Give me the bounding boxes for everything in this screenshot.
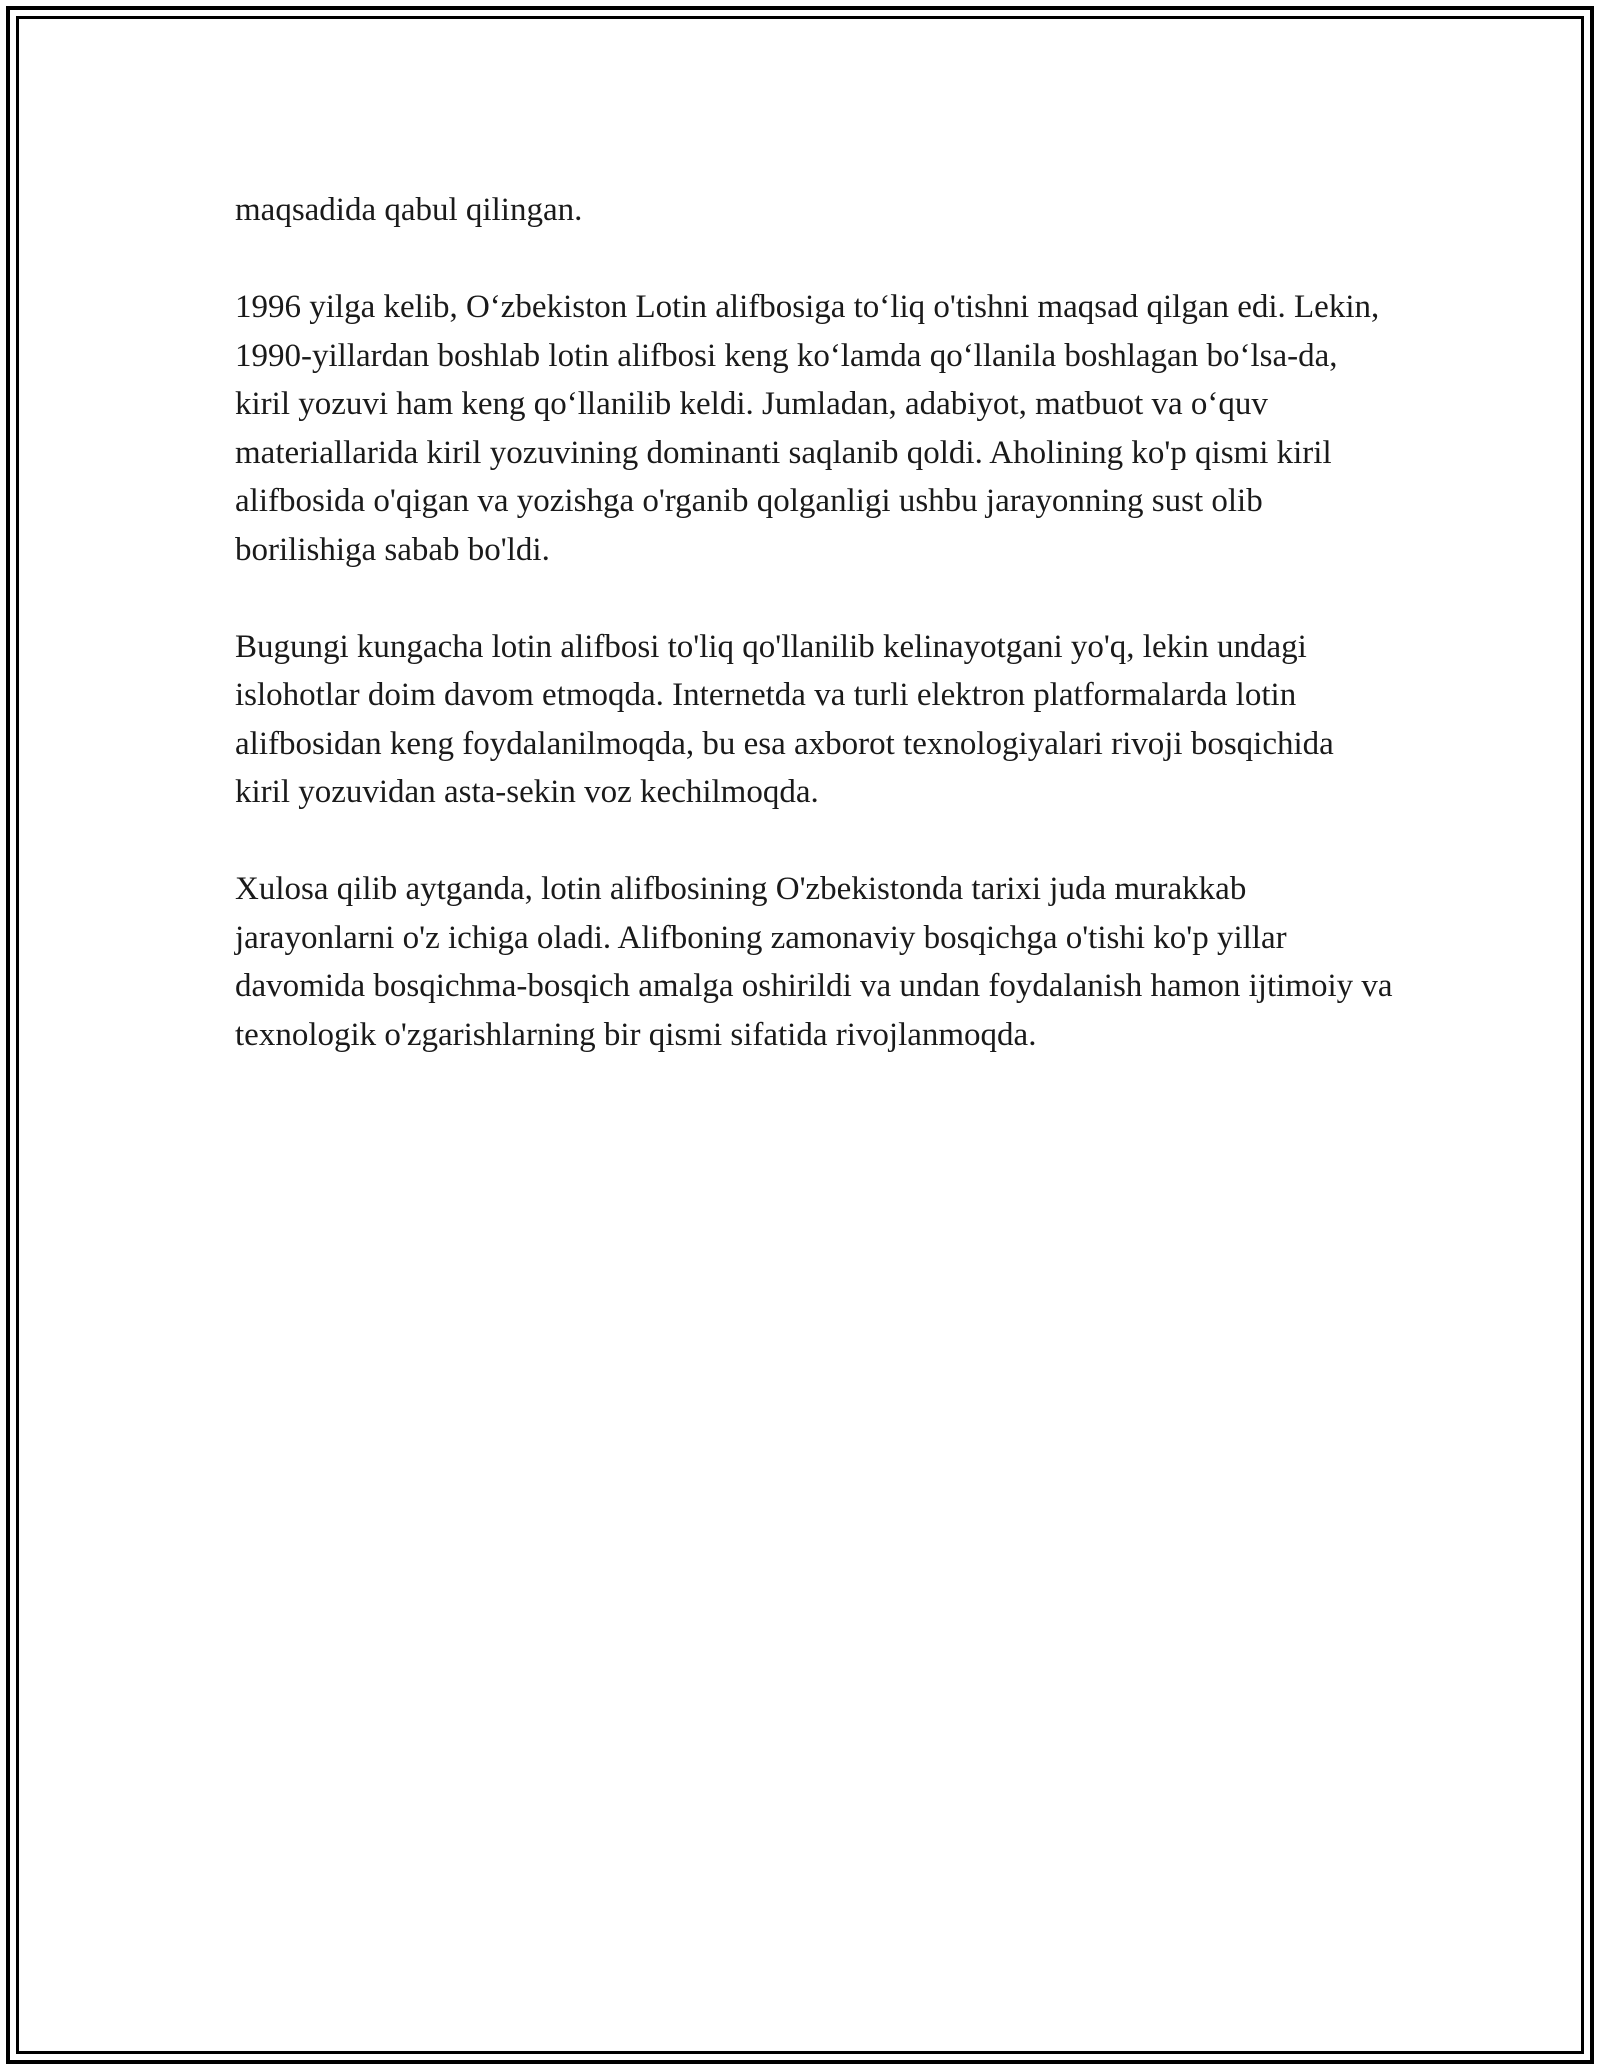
paragraph: maqsadida qabul qilingan. xyxy=(235,192,583,228)
document-body xyxy=(235,186,1395,1108)
paragraph: 1996 yilga kelib, O‘zbekiston Lotin alifbosiga to‘liq o'tishni maqsad qilgan edi. Lekin, 1990-yillardan boshlab lotin alifbosi keng ko‘lamda qo‘llanila boshlagan bo‘lsa-da, kiril yozuvi ham keng qo‘llanilib keldi. Jumladan, adabiyot, matbuot va o‘quv materiallarida kiril yozuvining dominanti saqlanib qoldi. Aholining ko'p qismi kiril alifbosida o'qigan va yozishga o'rganib qolganligi ushbu jarayonning sust olib borilishiga sabab bo'ldi. xyxy=(235,289,1380,568)
paragraph: Xulosa qilib aytganda, lotin alifbosining O'zbekistonda tarixi juda murakkab jarayonlarni o'z ichiga oladi. Alifboning zamonaviy bosqichga o'tishi ko'p yillar davomida bosqichma-bosqich amalga oshirildi va undan foydalanish hamon ijtimoiy va texnologik o'zgarishlarning bir qismi sifatida rivojlanmoqda. xyxy=(235,871,1393,1053)
paragraph: Bugungi kungacha lotin alifbosi to'liq qo'llanilib kelinayotgani yo'q, lekin undagi islohotlar doim davom etmoqda. Internetda va turli elektron platformalarda lotin alifbosidan keng foydalanilmoqda, bu esa axborot texnologiyalari rivoji bosqichida kiril yozuvidan asta-sekin voz kechilmoqda. xyxy=(235,628,1334,810)
